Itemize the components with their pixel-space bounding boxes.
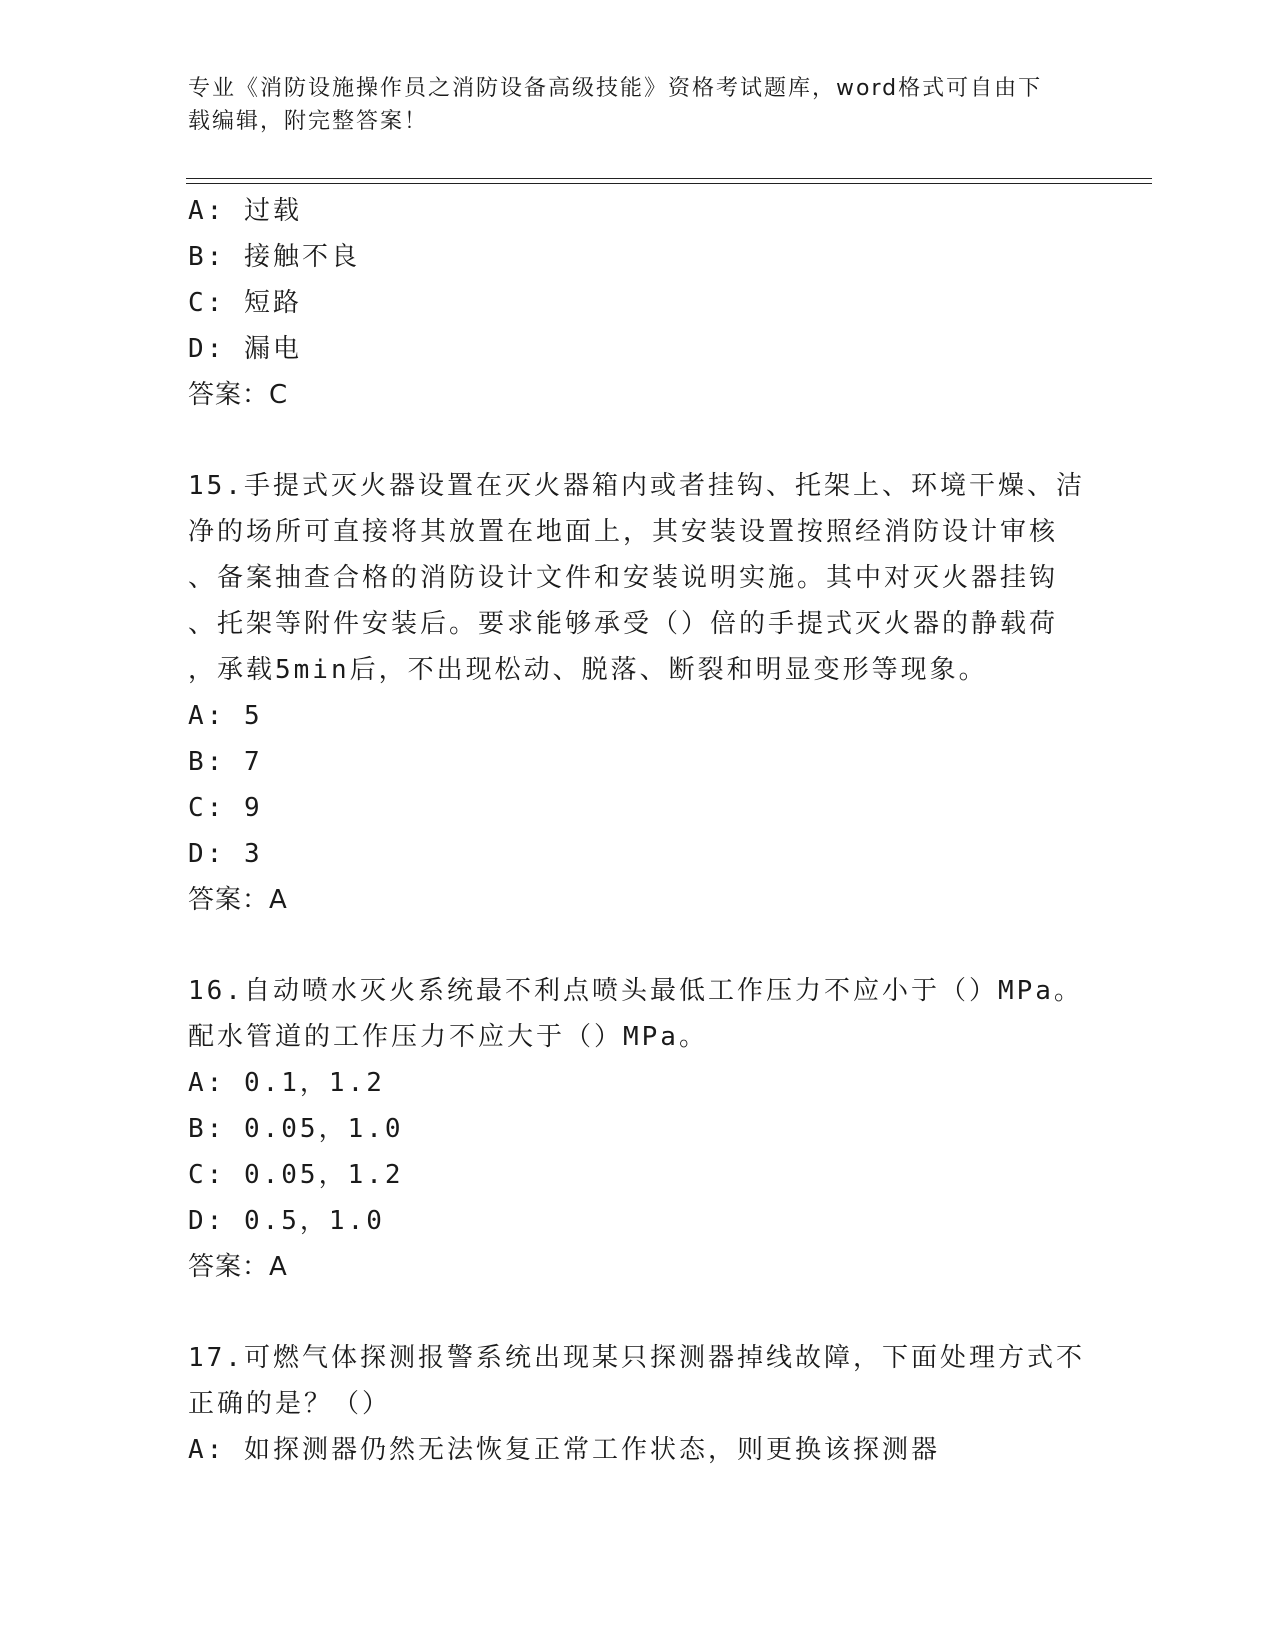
question-text-line: 15.手提式灭火器设置在灭火器箱内或者挂钩、托架上、环境干燥、洁 [188,471,1085,501]
option-a: A: 0.1，1.2 [188,1068,385,1098]
option-b: B: 7 [188,747,263,777]
question-17 [188,1335,1088,1473]
question-text-line: 16.自动喷水灭火系统最不利点喷头最低工作压力不应小于（）MPa。 [188,976,1083,1006]
header-divider-bottom [186,183,1152,184]
question-14 [188,188,1088,418]
option-d: D: 漏电 [188,334,302,364]
question-list [188,188,1088,1473]
answer: 答案：A [188,1252,288,1282]
header-divider-top [186,178,1152,179]
question-text-line: ，承载5min后，不出现松动、脱落、断裂和明显变形等现象。 [188,655,988,685]
option-c: C: 0.05，1.2 [188,1160,404,1190]
question-text-line: 、备案抽查合格的消防设计文件和安装说明实施。其中对灭火器挂钩 [188,563,1059,593]
answer: 答案：C [188,380,289,410]
option-b: B: 0.05，1.0 [188,1114,404,1144]
question-text-line: 17.可燃气体探测报警系统出现某只探测器掉线故障，下面处理方式不 [188,1343,1085,1373]
option-a: A: 5 [188,701,263,731]
question-text-line: 净的场所可直接将其放置在地面上，其安装设置按照经消防设计审核 [188,517,1059,547]
option-b: B: 接触不良 [188,242,360,272]
header-line-2: 载编辑，附完整答案！ [188,109,429,134]
question-text-line: 正确的是？（） [188,1389,392,1419]
question-16 [188,968,1088,1290]
option-a: A: 如探测器仍然无法恢复正常工作状态，则更换该探测器 [188,1435,940,1465]
answer: 答案：A [188,885,288,915]
question-text-line: 、托架等附件安装后。要求能够承受（）倍的手提式灭火器的静载荷 [188,609,1059,639]
document-header [188,72,1088,138]
option-c: C: 短路 [188,288,302,318]
option-c: C: 9 [188,793,263,823]
option-a: A: 过载 [188,196,302,226]
question-15 [188,463,1088,923]
header-line-1: 专业《消防设施操作员之消防设备高级技能》资格考试题库，word格式可自由下 [188,76,1043,101]
question-text-line: 配水管道的工作压力不应大于（）MPa。 [188,1022,708,1052]
option-d: D: 3 [188,839,263,869]
option-d: D: 0.5，1.0 [188,1206,385,1236]
